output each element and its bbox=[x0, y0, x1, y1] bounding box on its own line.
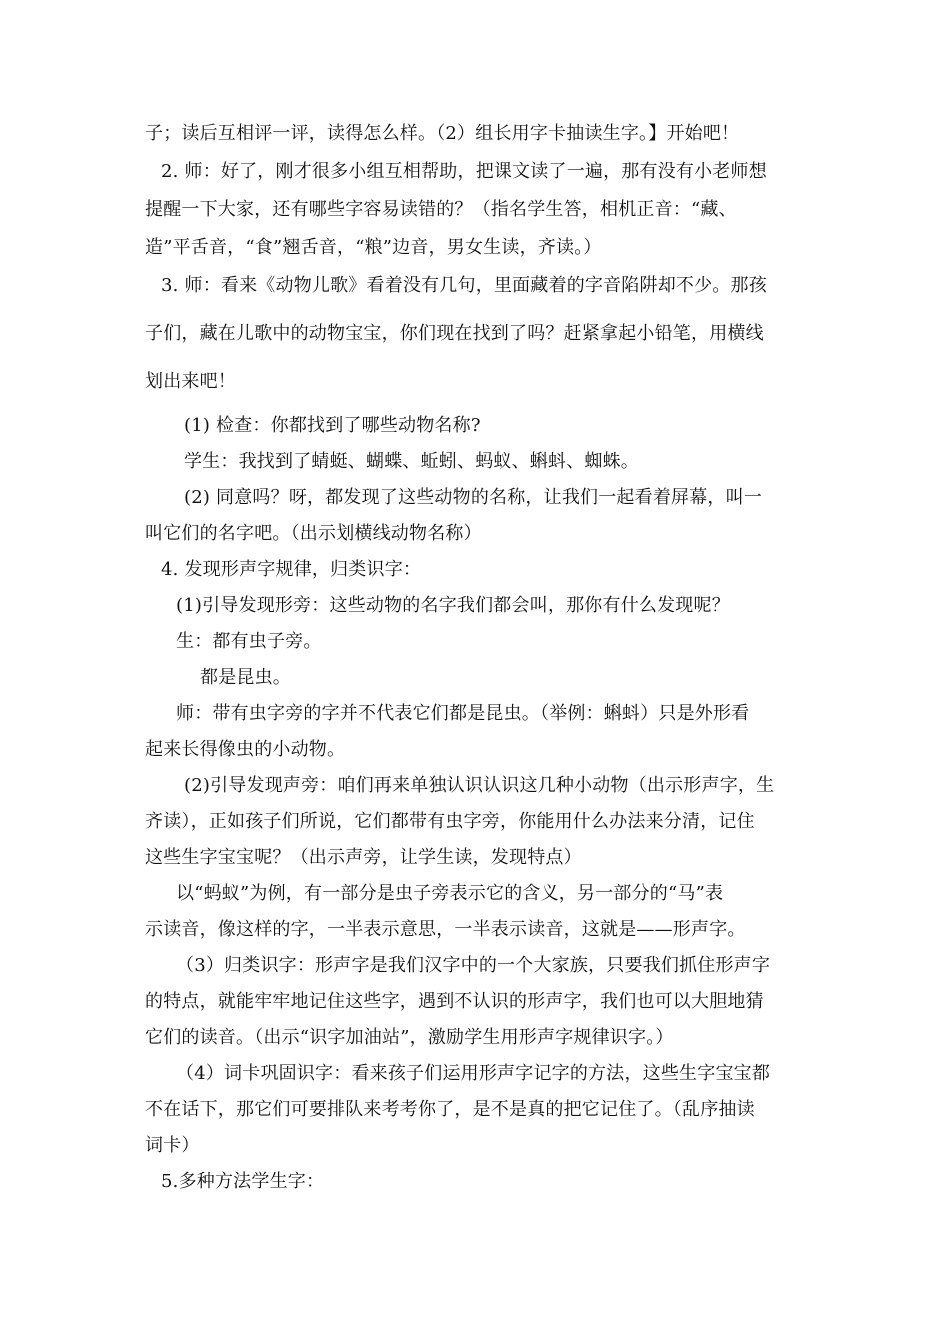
text-line-4: 造”平舌音，“食”翘舌音，“粮”边音，男女生读，齐读。） bbox=[145, 237, 602, 258]
text-line-25: 它们的读音。（出示“识字加油站”，激励学生用形声字规律识字。） bbox=[145, 1027, 674, 1048]
text-line-9: 学生：我找到了蜻蜓、蝴蝶、蚯蚓、蚂蚁、蝌蚪、蜘蛛。 bbox=[184, 451, 639, 472]
text-line-14: 生：都有虫子旁。 bbox=[176, 631, 322, 652]
text-line-17: 起来长得像虫的小动物。 bbox=[145, 739, 346, 760]
text-line-15: 都是昆虫。 bbox=[200, 667, 291, 688]
text-line-13: (1)引导发现形旁：这些动物的名字我们都会叫，那你有什么发现呢？ bbox=[176, 595, 730, 616]
text-line-28: 词卡） bbox=[145, 1135, 200, 1156]
text-line-22: 示读音，像这样的字，一半表示意思，一半表示读音，这就是——形声字。 bbox=[145, 919, 746, 940]
text-line-5: 3. 师：看来《动物儿歌》看着没有几句，里面藏着的字音陷阱却不少。那孩 bbox=[161, 275, 767, 296]
text-line-2: 2. 师：好了，刚才很多小组互相帮助，把课文读了一遍，那有没有小老师想 bbox=[161, 161, 767, 182]
text-line-23: （3）归类识字：形声字是我们汉字中的一个大家族，只要我们抓住形声字 bbox=[176, 955, 771, 976]
text-line-29: 5.多种方法学生字： bbox=[161, 1171, 325, 1192]
text-line-20: 这些生字宝宝呢？（出示声旁，让学生读，发现特点） bbox=[145, 847, 582, 868]
text-line-26: （4）词卡巩固识字：看来孩子们运用形声字记字的方法，这些生字宝宝都 bbox=[176, 1063, 771, 1084]
text-line-19: 齐读），正如孩子们所说，它们都带有虫字旁，你能用什么办法来分清，记住 bbox=[145, 811, 755, 832]
text-line-11: 叫它们的名字吧。（出示划横线动物名称） bbox=[145, 523, 482, 544]
text-line-27: 不在话下，那它们可要排队来考考你了，是不是真的把它记住了。（乱序抽读 bbox=[145, 1099, 755, 1120]
text-line-24: 的特点，就能牢牢地记住这些字，遇到不认识的形声字，我们也可以大胆地猜 bbox=[145, 991, 764, 1012]
text-line-16: 师：带有虫字旁的字并不代表它们都是昆虫。（举例：蝌蚪）只是外形看 bbox=[176, 703, 750, 724]
text-line-21: 以“蚂蚁”为例，有一部分是虫子旁表示它的含义，另一部分的“马”表 bbox=[176, 883, 724, 904]
text-line-7: 划出来吧！ bbox=[145, 371, 236, 392]
text-line-1: 子；读后互相评一评，读得怎么样。（2）组长用字卡抽读生字。】开始吧！ bbox=[145, 123, 740, 144]
text-line-18: (2)引导发现声旁：咱们再来单独认识认识这几种小动物（出示形声字，生 bbox=[184, 775, 775, 796]
text-line-8: (1) 检查：你都找到了哪些动物名称? bbox=[184, 415, 481, 436]
text-line-10: (2) 同意吗？呀，都发现了这些动物的名称，让我们一起看着屏幕，叫一 bbox=[184, 487, 763, 508]
text-line-6: 子们，藏在儿歌中的动物宝宝，你们现在找到了吗？赶紧拿起小铅笔，用横线 bbox=[145, 323, 764, 344]
text-line-3: 提醒一下大家，还有哪些字容易读错的？（指名学生答，相机正音：“藏、 bbox=[145, 199, 737, 220]
text-line-12: 4. 发现形声字规律，归类识字： bbox=[161, 559, 422, 580]
